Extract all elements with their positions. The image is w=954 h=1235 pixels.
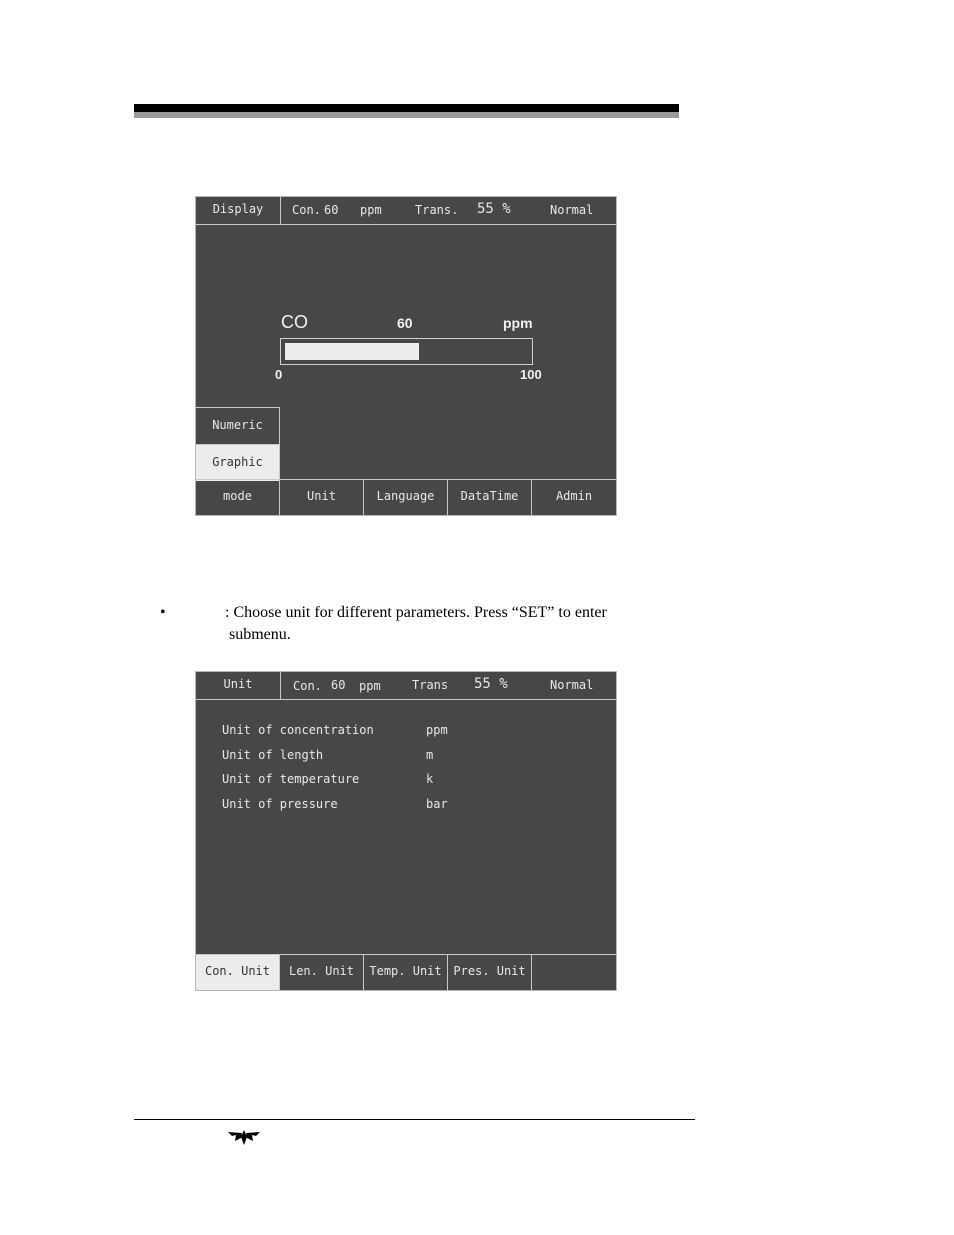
scale-max: 100	[520, 367, 542, 382]
tab-admin[interactable]: Admin	[555, 489, 593, 503]
con-label: Con.	[293, 679, 322, 693]
tab-pres-unit[interactable]: Pres. Unit	[448, 955, 532, 990]
footer-rule	[134, 1119, 695, 1120]
trans-label: Trans.	[415, 203, 459, 217]
display-screen	[195, 196, 617, 516]
status-text: Normal	[550, 678, 594, 692]
trans-value: 55 %	[477, 201, 511, 217]
description-line-2: submenu.	[229, 626, 291, 643]
unit-label: Unit of temperature	[222, 772, 360, 786]
status-bar	[196, 197, 616, 225]
menu-item-graphic[interactable]: Graphic	[196, 444, 279, 481]
screen-title: Unit	[196, 672, 281, 699]
gas-value: 60	[397, 315, 413, 331]
description-line-1: : Choose unit for different parameters. Press “SET” to enter	[225, 604, 607, 621]
tab-con-unit[interactable]: Con. Unit	[196, 955, 280, 990]
scale-min: 0	[275, 367, 283, 382]
unit-label: Unit of concentration	[222, 723, 374, 737]
gas-name: CO	[281, 312, 308, 332]
tab-empty[interactable]	[532, 955, 616, 990]
unit-row-concentration[interactable]	[222, 723, 448, 737]
unit-screen	[195, 671, 617, 991]
unit-row-pressure[interactable]	[222, 797, 448, 811]
bullet-icon: •	[160, 604, 166, 621]
unit-value: m	[426, 748, 434, 762]
unit-value: k	[426, 772, 434, 786]
teledyne-logo-icon	[226, 1127, 262, 1147]
tab-len-unit[interactable]: Len. Unit	[280, 955, 364, 990]
trans-label: Trans	[412, 678, 449, 692]
unit-label: Unit of length	[222, 748, 324, 762]
function-bar	[196, 479, 616, 515]
trans-value: 55 %	[474, 676, 508, 692]
status-bar	[196, 672, 616, 700]
con-value: 60	[331, 678, 346, 692]
tab-datatime[interactable]: DataTime	[448, 480, 532, 515]
unit-label: Unit of pressure	[222, 797, 338, 811]
unit-row-temperature[interactable]	[222, 772, 434, 786]
con-label: Con.	[292, 203, 321, 217]
tab-mode[interactable]: mode	[196, 480, 280, 515]
unit-value: bar	[426, 797, 448, 811]
unit-row-length[interactable]	[222, 748, 434, 762]
con-unit: ppm	[360, 203, 382, 217]
gas-unit: ppm	[503, 315, 533, 331]
mode-submenu	[196, 407, 280, 480]
tab-temp-unit[interactable]: Temp. Unit	[364, 955, 448, 990]
screen-title: Display	[196, 197, 281, 224]
con-unit: ppm	[359, 679, 381, 693]
tab-unit[interactable]: Unit	[280, 480, 364, 515]
header-rule	[134, 104, 679, 112]
unit-value: ppm	[426, 723, 448, 737]
menu-item-numeric[interactable]: Numeric	[212, 418, 263, 432]
function-bar	[196, 954, 616, 990]
concentration-bar	[280, 338, 533, 365]
tab-language[interactable]: Language	[364, 480, 448, 515]
header-rule-shadow	[134, 112, 679, 118]
status-text: Normal	[550, 203, 594, 217]
con-value: 60	[324, 203, 339, 217]
concentration-bar-fill	[285, 343, 419, 360]
